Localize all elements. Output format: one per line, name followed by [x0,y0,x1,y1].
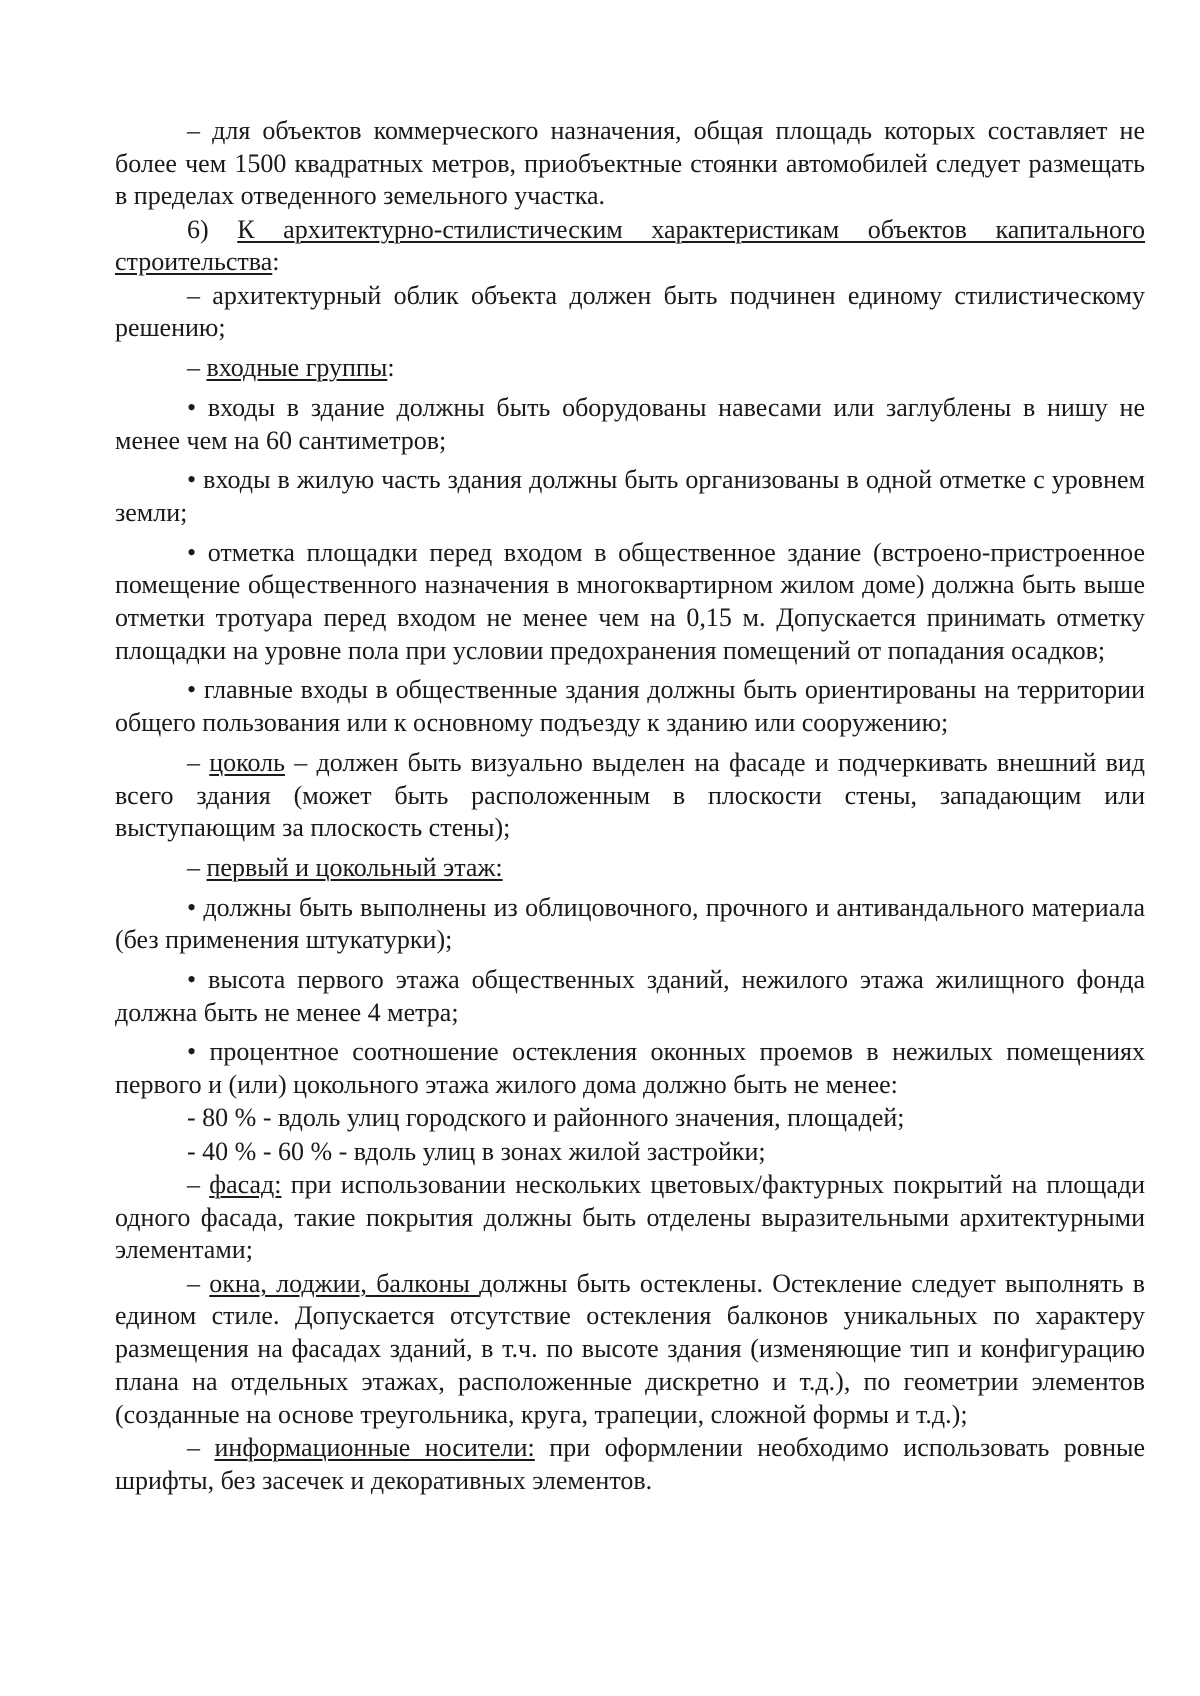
paragraph-entrance-groups [115,352,1145,385]
facade-text: при использовании нескольких цветовых/фактурных покрытий на площади одного фасада, такие покрытия должны быть отделены выразительными архитектурными элементами; [115,1170,1146,1265]
bullet-facing-material: • должны быть выполнены из облицовочного, прочного и антивандального материала (без применения штукатурки); [115,892,1145,955]
bullet-platform-elevation: • отметка площадки перед входом в общественное здание (встроено-пристроенное помещение общественного назначения в многоквартирном жилом доме) должна быть выше отметки тротуара перед входом не менее чем на 0,15 м. Допускается принимать отметку площадки на уровне пола при условии предохранения помещений от попадания осадков; [115,537,1145,665]
entrance-groups-colon: : [387,353,395,383]
paragraph-first-floor [115,852,1145,885]
paragraph-windows-balconies [115,1268,1145,1432]
dash-marker: – [187,353,207,383]
paragraph-architectural-look: – архитектурный облик объекта должен быть подчинен единому стилистическому решению; [115,280,1145,343]
entrance-groups-term: входные группы [206,353,388,383]
dash-marker: – [187,1268,210,1298]
windows-term: окна, лоджии, балконы [209,1268,480,1298]
bullet-first-floor-height: • высота первого этажа общественных зданий, нежилого этажа жилищного фонда должна быть не менее 4 метра; [115,965,1145,1027]
dash-marker: – [187,852,207,882]
dash-marker: – [187,747,210,777]
bullet-main-entrances: • главные входы в общественные здания должны быть ориентированы на территории общего пользования или к основному подъезду к зданию или сооружению; [115,675,1145,738]
paragraph-facade [115,1169,1145,1267]
dash-marker: – [187,1170,210,1200]
dash-marker: – [187,1432,215,1462]
list-item-80-percent: - 80 % - вдоль улиц городского и районного значения, площадей; [187,1103,905,1133]
plinth-text: – должен быть визуально выделен на фасаде и подчеркивать внешний вид всего здания (может быть расположенным в плоскости стены, западающим или выступающим за плоскость стены); [115,747,1145,843]
paragraph-commercial-parking: – для объектов коммерческого назначения, общая площадь которых составляет не более чем 1500 квадратных метров, приобъектные стоянки автомобилей следует размещать в пределах отведенного земельного участка. [115,116,1145,211]
list-item-40-60-percent: - 40 % - 60 % - вдоль улиц в зонах жилой застройки; [187,1136,766,1166]
document-page [115,115,1145,1498]
section-title-underlined: К архитектурно-стилистическим характеристикам объектов капитального строительства [115,214,1145,277]
paragraph-plinth [115,747,1145,845]
bullet-glazing-ratio: • процентное соотношение остекления оконных проемов в нежилых помещениях первого и (или) цокольного этажа жилого дома должно быть не менее: [115,1037,1145,1100]
bullet-residential-entrances: • входы в жилую часть здания должны быть организованы в одной отметке с уровнем земли; [115,465,1145,527]
section-title-colon: : [272,247,280,277]
plinth-term: цоколь [209,747,285,777]
first-floor-term: первый и цокольный этаж: [206,852,503,882]
information-carriers-text: при оформлении необходимо использовать ровные шрифты, без засечек и декоративных элементов. [115,1432,1145,1495]
facade-term: фасад: [209,1170,282,1200]
bullet-entrances-canopies: • входы в здание должны быть оборудованы навесами или заглублены в нишу не менее чем на 60 сантиметров; [115,392,1145,455]
information-carriers-term: информационные носители: [214,1432,535,1462]
section-number: 6) [187,214,238,244]
windows-text: должны быть остеклены. Остекление следует выполнять в едином стиле. Допускается отсутствие остекления балконов уникальных по характеру размещения на фасадах зданий, в т.ч. по высоте здания (изменяющие тип и конфигурацию плана на отдельных этажах, расположенные дискретно и т.д.), по геометрии элементов (созданные на основе треугольника, круга, трапеции, сложной формы и т.д.); [115,1268,1146,1429]
paragraph-information-carriers [115,1432,1145,1497]
paragraph-section-6-heading [115,214,1145,279]
